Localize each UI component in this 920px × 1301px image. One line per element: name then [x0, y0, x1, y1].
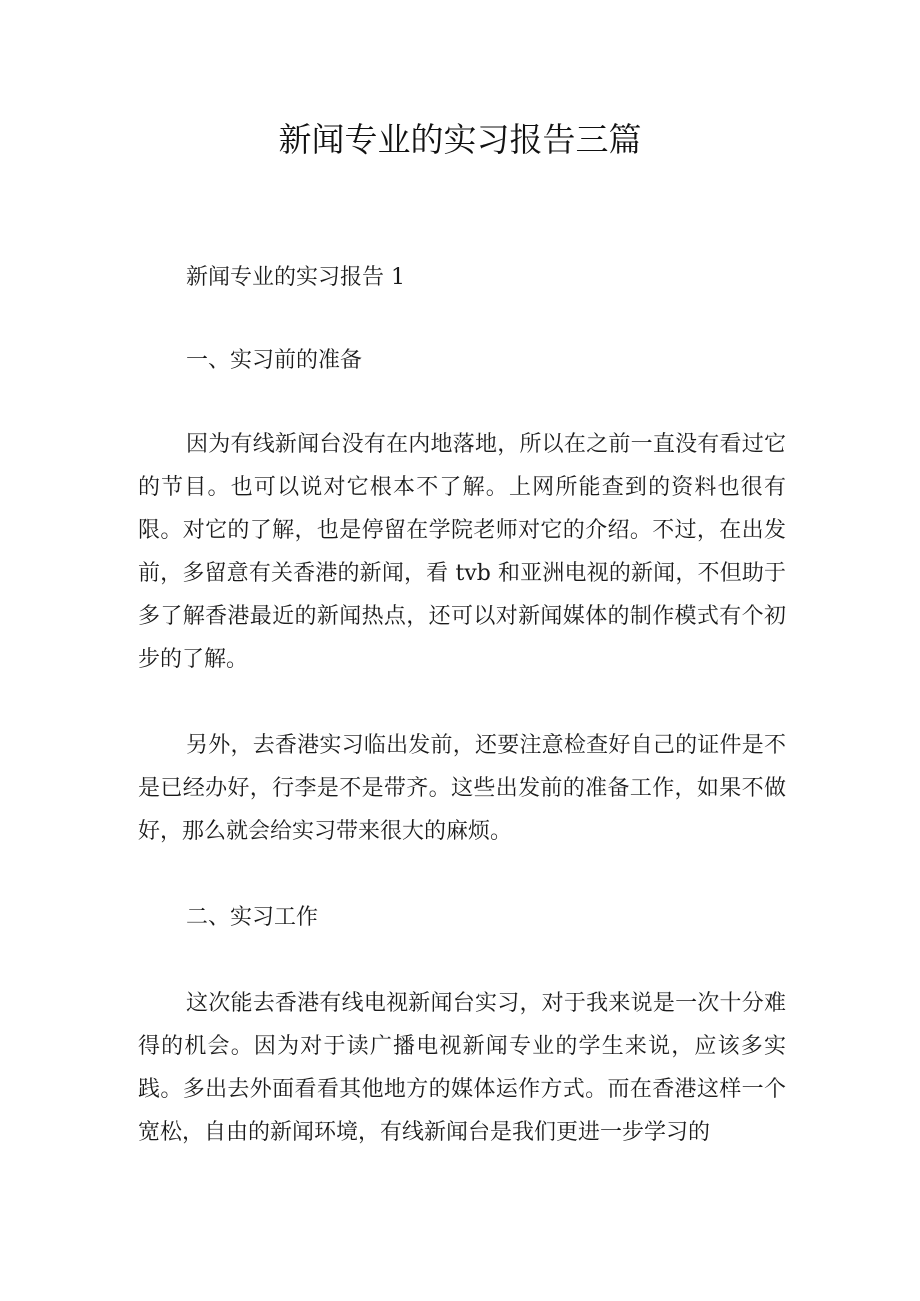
- paragraph-preparation: 因为有线新闻台没有在内地落地，所以在之前一直没有看过它的节目。也可以说对它根本不了解。上网所能查到的资料也很有限。对它的了解，也是停留在学院老师对它的介绍。不过，在出发前，多留意有关香港的新闻，看 tvb 和亚洲电视的新闻，不但助于多了解香港最近的新闻热点，还可以对新闻媒体的制作模式有个初步的了解。: [138, 432, 786, 672]
- report-heading: 新闻专业的实习报告 1: [186, 265, 405, 290]
- paragraph-checklist: 另外，去香港实习临出发前，还要注意检查好自己的证件是不是已经办好，行李是不是带齐。这些出发前的准备工作，如果不做好，那么就会给实习带来很大的麻烦。: [138, 733, 786, 844]
- paragraph-work: 这次能去香港有线电视新闻台实习，对于我来说是一次十分难得的机会。因为对于读广播电视新闻专业的学生来说，应该多实践。多出去外面看看其他地方的媒体运作方式。而在香港这样一个宽松，自由的新闻环境，有线新闻台是我们更进一步学习的: [138, 991, 786, 1145]
- document-title: 新闻专业的实习报告三篇: [278, 120, 642, 159]
- section-heading-preparation: 一、实习前的准备: [186, 348, 363, 373]
- section-heading-work: 二、实习工作: [186, 905, 319, 930]
